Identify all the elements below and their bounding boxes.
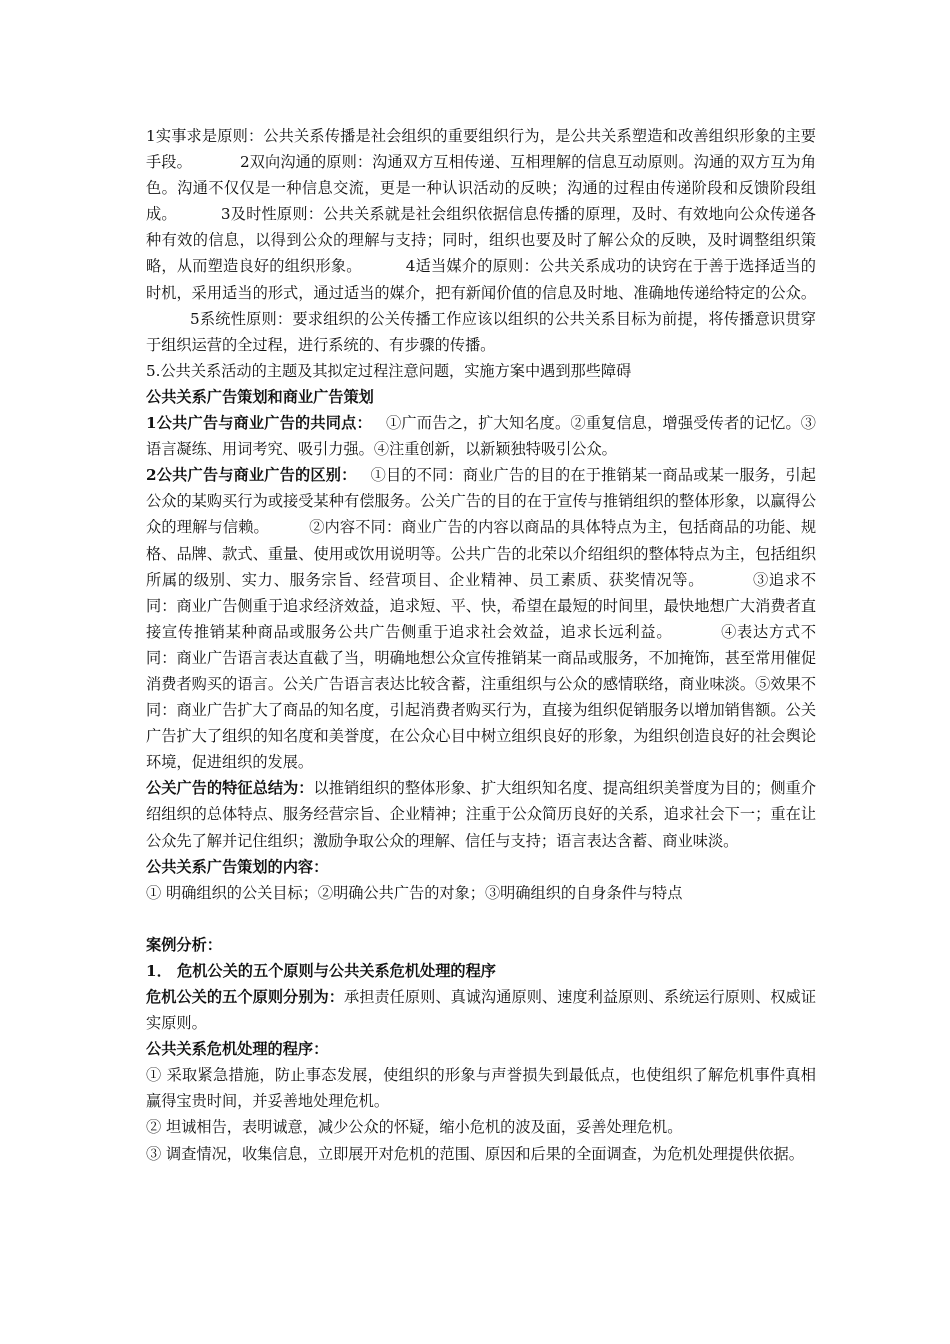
difference-3: ③追求不同：商业广告侧重于追求经济效益，追求短、平、快，希望在最短的时间里，最快地想广大消费者直接宣传推销某种商品或服务公共广告侧重于追求社会效益，追求长远利益。 — [146, 570, 817, 641]
question-5: 5.公共关系活动的主题及其拟定过程注意问题，实施方案中遇到那些障碍 — [146, 361, 632, 380]
principle-3: 3及时性原则：公共关系就是社会组织依据信息传播的原理，及时、有效地向公众传递各种有效的信息，以得到公众的理解与支持；同时，组织也要及时了解公众的反映，及时调整组织策略，从而塑造良好的组织形象。 — [146, 205, 817, 276]
five-principles-text: 承担责任原则、真诚沟通原则、速度利益原则、系统运行原则、权威证实原则。 — [146, 988, 817, 1033]
principle-2: 2双向沟通的原则：沟通双方互相传递、互相理解的信息互动原则。沟通的双方互为角色。沟通不仅仅是一种信息交流，更是一种认识活动的反映；沟通的过程由传递阶段和反馈阶段组成。 — [146, 153, 817, 224]
case-item-1: 1． 危机公关的五个原则与公共关系危机处理的程序 — [146, 961, 496, 980]
five-principles-label: 危机公关的五个原则分别为： — [146, 988, 344, 1006]
principle-5: 5系统性原则：要求组织的公关传播工作应该以组织的公共关系目标为前提，将传播意识贯穿于组织运营的全过程，进行系统的、有步骤的传播。 — [146, 309, 816, 354]
principle-1: 1实事求是原则：公共关系传播是社会组织的重要组织行为，是公共关系塑造和改善组织形象的主要手段。 — [146, 127, 816, 172]
document-page — [146, 123, 816, 1167]
common-points-text: ①广而告之，扩大知名度。②重复信息，增强受传者的记忆。③语言凝练、用词考究、吸引力强。④注重创新，以新颖独特吸引公众。 — [146, 414, 816, 459]
difference-5: ⑤效果不同：商业广告扩大了商品的知名度，引起消费者购买行为，直接为组织促销服务以增加销售额。公关广告扩大了组织的知名度和美誉度，在公众心目中树立组织良好的形象，为组织创造良好的社会舆论环境，促进组织的发展。 — [146, 674, 817, 772]
features-label: 公关广告的特征总结为： — [146, 779, 314, 798]
crisis-procedure-label: 公共关系危机处理的程序： — [146, 1040, 329, 1059]
crisis-step-1: ① 采取紧急措施，防止事态发展，使组织的形象与声誉损失到最低点，也使组织了解危机事件真相赢得宝贵时间，并妥善地处理危机。 — [146, 1066, 816, 1111]
common-points-paragraph — [146, 410, 816, 462]
features-paragraph — [146, 775, 816, 853]
features-text: 以推销组织的整体形象、扩大组织知名度、提高组织美誉度为目的；侧重介绍组织的总体特点、服务经营宗旨、企业精神；注重于公众简历良好的关系，追求社会下一；重在让公众先了解并记住组织；激励争取公众的理解、信任与支持；语言表达含蓄、商业味淡。 — [146, 779, 817, 850]
case-analysis-heading: 案例分析： — [146, 935, 222, 954]
principle-4: 4适当媒介的原则：公共关系成功的诀窍在于善于选择适当的时机，采用适当的形式，通过适当的媒介，把有新闻价值的信息及时地、准确地传递给特定的公众。 — [146, 257, 816, 302]
planning-label: 公共关系广告策划的内容： — [146, 857, 329, 876]
principles-paragraph — [146, 123, 816, 358]
planning-text: ① 明确组织的公关目标；②明确公共广告的对象；③明确组织的自身条件与特点 — [146, 883, 683, 902]
common-points-label: 1公共广告与商业广告的共同点： — [146, 414, 372, 433]
difference-2: ②内容不同：商业广告的内容以商品的具体特点为主，包括商品的功能、规格、品牌、款式、重量、使用或饮用说明等。公共广告的北荣以介绍组织的整体特点为主，包括组织所属的级别、实力、服务宗旨、经营项目、企业精神、员工素质、获奖情况等。 — [146, 518, 817, 589]
differences-paragraph — [146, 462, 816, 775]
section-spacer — [146, 906, 816, 932]
difference-4: ④表达方式不同：商业广告语言表达直截了当，明确地想公众宣传推销某一商品或服务，不加掩饰，甚至常用催促消费者购买的语言。公关广告语言表达比较含蓄，注重组织与公众的感情联络，商业味淡。 — [146, 622, 817, 693]
difference-1: ①目的不同：商业广告的目的在于推销某一商品或某一服务，引起公众的某购买行为或接受某种有偿服务。公关广告的目的在于宣传与推销组织的整体形象，以赢得公众的理解与信赖。 — [146, 466, 816, 537]
crisis-step-3: ③ 调查情况，收集信息，立即展开对危机的范围、原因和后果的全面调查，为危机处理提供依据。 — [146, 1144, 804, 1163]
differences-label: 2公共广告与商业广告的区别： — [146, 466, 357, 485]
crisis-step-2: ② 坦诚相告，表明诚意，减少公众的怀疑，缩小危机的波及面，妥善处理危机。 — [146, 1118, 683, 1137]
ad-planning-heading: 公共关系广告策划和商业广告策划 — [146, 387, 374, 406]
five-principles-paragraph — [146, 984, 816, 1036]
